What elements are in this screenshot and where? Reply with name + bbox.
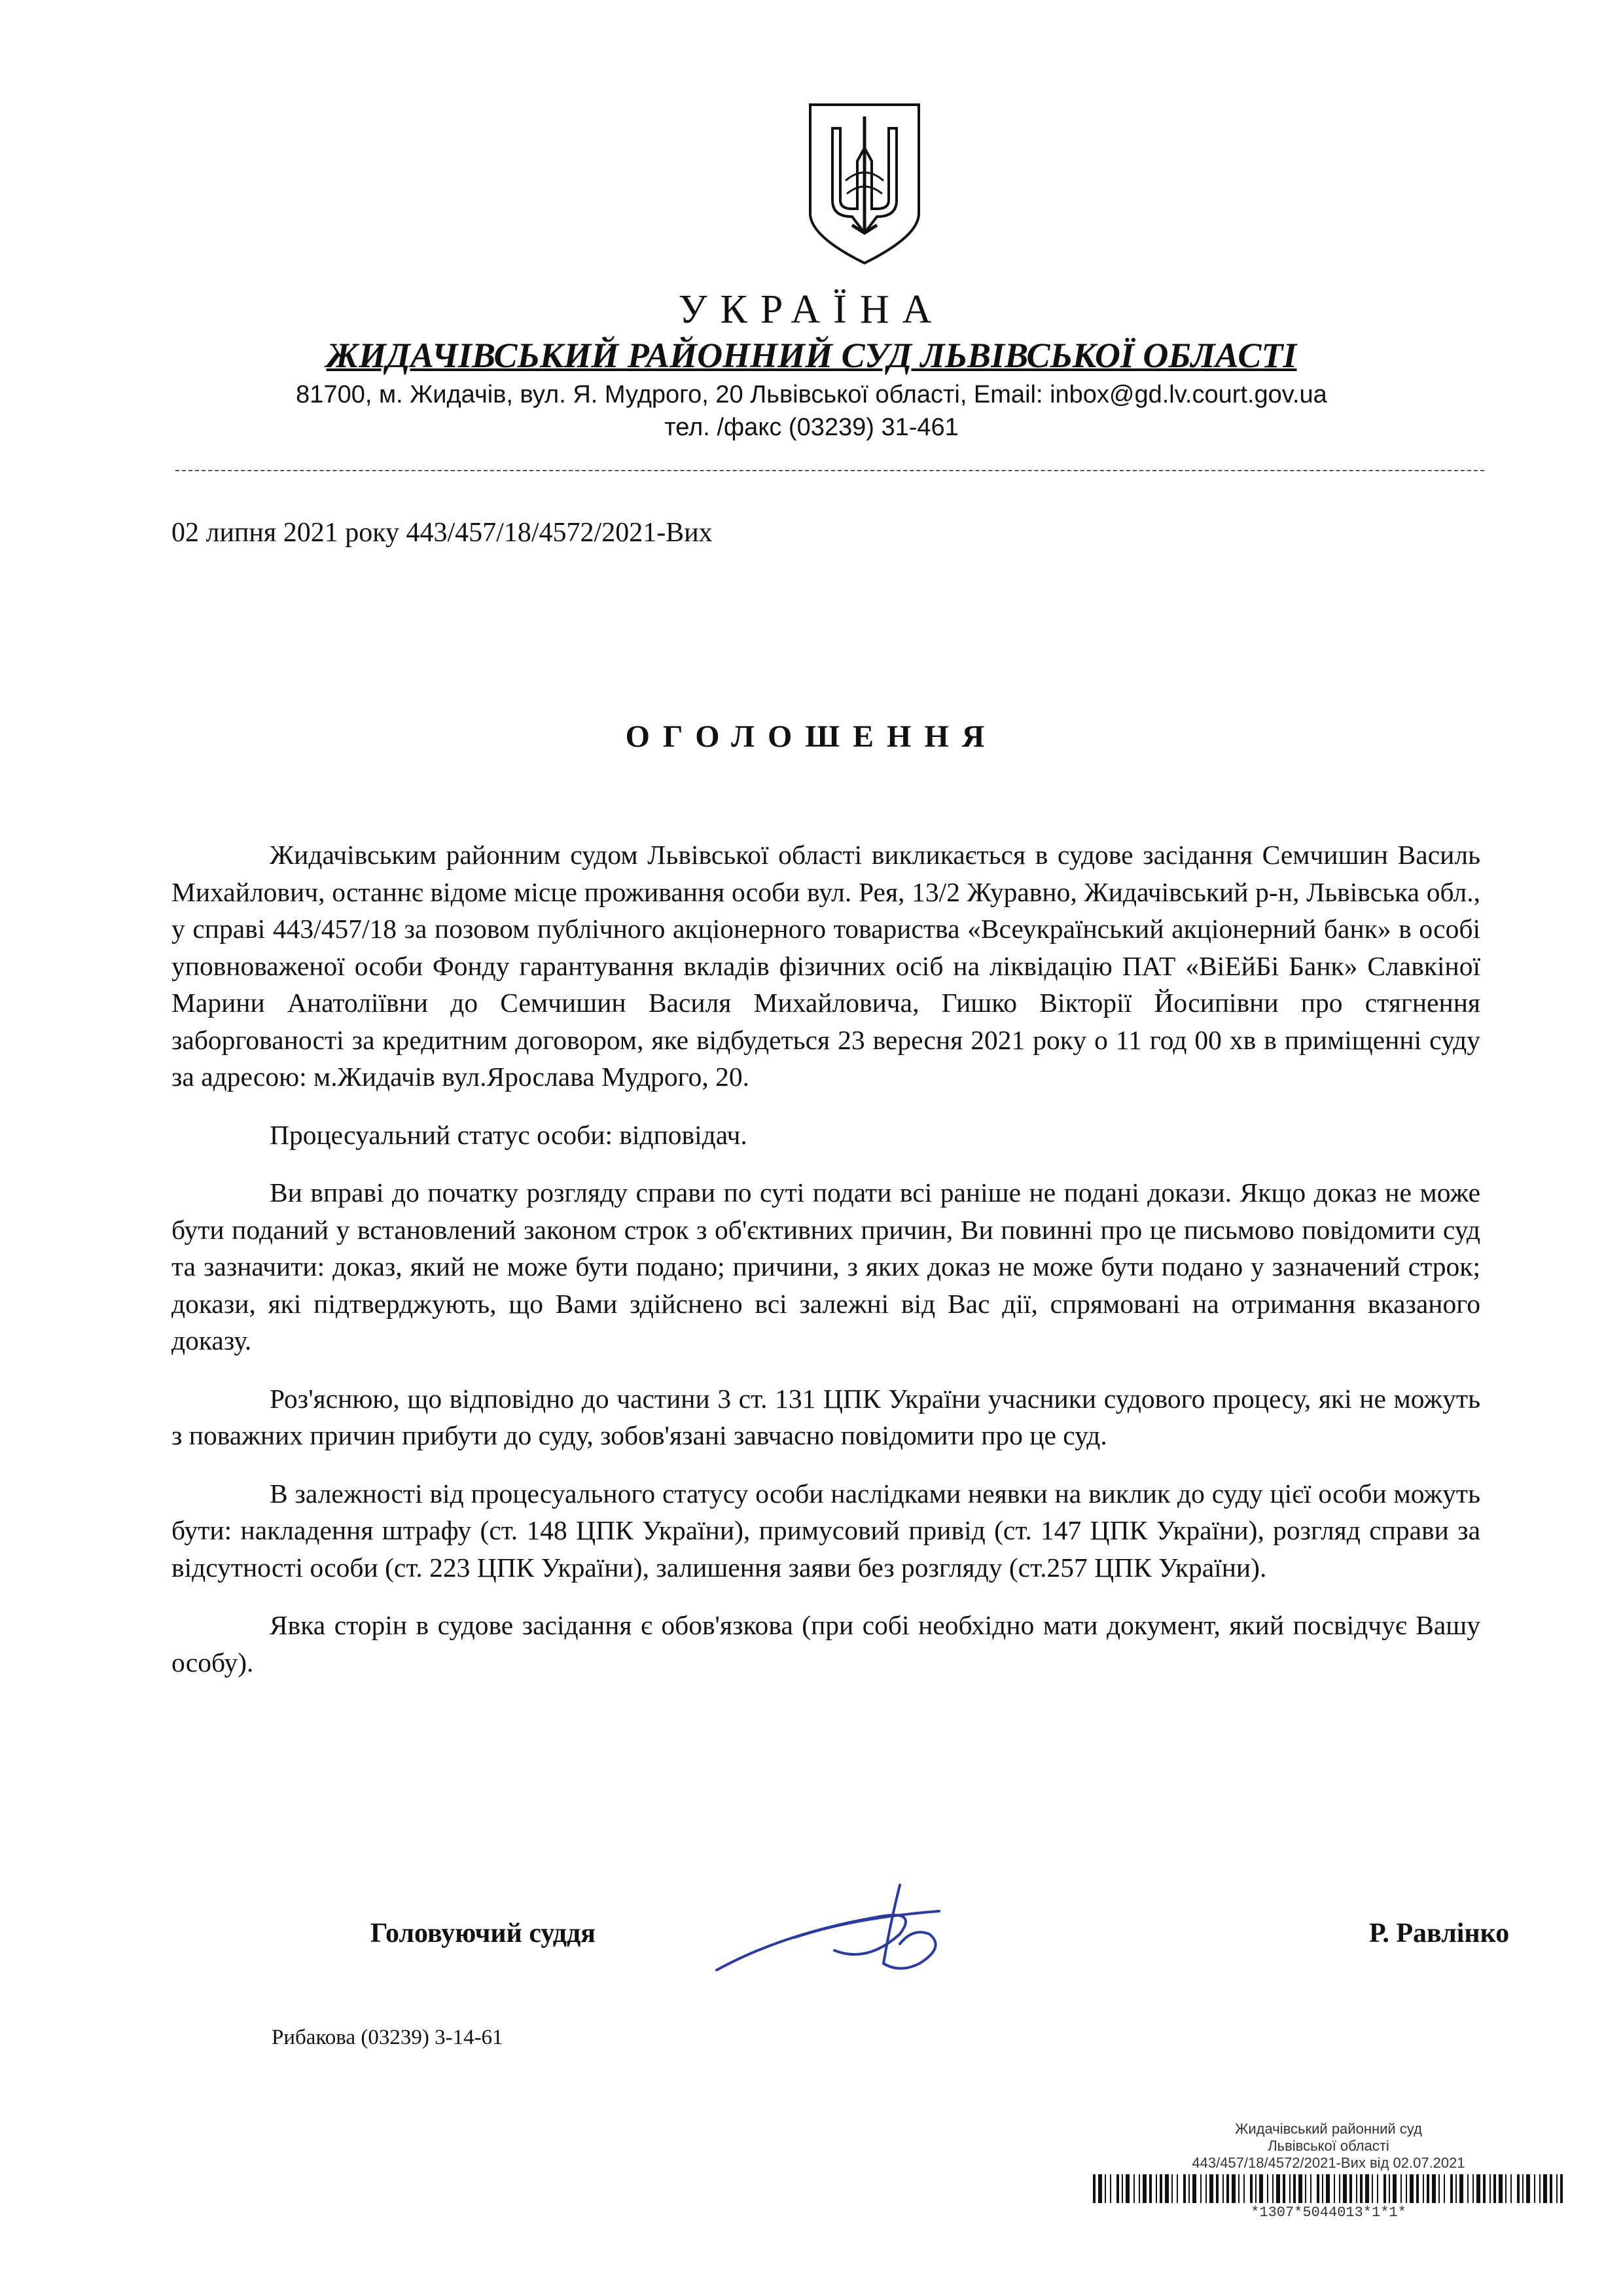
paragraph: Явка сторін в судове засідання є обов'язкова (при собі необхідно мати документ, який посвідчує Вашу особу). [171,1610,1480,1677]
executor-contact: Рибакова (03239) 3-14-61 [272,2026,503,2049]
stamp-region: Львівської області [1268,2138,1389,2154]
paragraph: Роз'яснюю, що відповідно до частини 3 ст. 131 ЦПК України учасники судового процесу, які не можуть з поважних причин прибути до суду, зобов'язані завчасно повідомити про це суд. [171,1383,1480,1450]
stamp-court: Жидачівський районний суд [1235,2121,1422,2137]
judge-name: Р. Равлінко [1369,1918,1510,1948]
handwritten-signature [704,1872,978,1983]
paragraph: Процесуальний статус особи: відповідач. [270,1119,747,1150]
announcement-body [171,836,1480,1702]
paragraph: Ви вправі до початку розгляду справи по суті подати всі раніше не подані докази. Якщо доказ не може бути поданий у встановлений законом строк з об'єктивних причин, Ви повинні про це письмово повідомити суд та зазначити: доказ, який не може бути подано; причини, з яких доказ не може бути подано у зазначений строк; докази, які підтверджують, що Вами здійснено всі залежні від Вас дії, спрямовані на отримання вказаного доказу. [171,1177,1480,1355]
document-reference: 02 липня 2021 року 443/457/18/4572/2021-Вих [171,518,713,548]
court-name: ЖИДАЧІВСЬКИЙ РАЙОННИЙ СУД ЛЬВІВСЬКОЇ ОБЛАСТІ [326,336,1297,375]
document-title: ОГОЛОШЕННЯ [625,719,998,754]
registration-stamp [1086,2121,1571,2172]
country-heading: УКРАЇНА [678,287,945,332]
paragraph: В залежності від процесуального статусу особи наслідками неявки на виклик до суду цієї особи можуть бути: накладення штрафу (ст. 148 ЦПК України), примусовий привід (ст. 147 ЦПК України), розгляд справи за відсутності особи (ст. 223 ЦПК України), залишення заяви без розгляду (ст.257 ЦПК України). [171,1478,1480,1583]
paragraph: Жидачівським районним судом Львівської області викликається в судове засідання Семчишин Василь Михайлович, останнє відоме місце проживання особи вул. Рея, 13/2 Журавно, Жидачівський р-н, Львівська обл., у справі 443/457/18 за позовом публічного акціонерного товариства «Всеукраїнський акціонерний банк» в особі уповноваженої особи Фонду гарантування вкладів фізичних осіб на ліквідацію ПАТ «ВіЕйБі Банк» Славкіної Марини Анатоліївни до Семчишин Василя Михайловича, Гишко Вікторії Йосипівни про стягнення заборгованості за кредитним договором, яке відбудеться 23 вересня 2021 року о 11 год 00 хв в приміщенні суду за адресою: м.Жидачів вул.Ярослава Мудрого, 20. [171,840,1480,1092]
barcode [1086,2174,1571,2203]
court-phone: тел. /факс (03239) 31-461 [664,414,959,441]
header-divider [175,470,1484,471]
signature-role: Головуючий суддя [370,1918,596,1948]
stamp-reference: 443/457/18/4572/2021-Вих від 02.07.2021 [1192,2155,1465,2171]
court-address: 81700, м. Жидачів, вул. Я. Мудрого, 20 Львівської області, Email: inbox@gd.lv.court.gov.ua [296,381,1327,408]
barcode-number: *1307*5044013*1*1* [1251,2204,1406,2221]
coat-of-arms-icon [806,102,923,266]
